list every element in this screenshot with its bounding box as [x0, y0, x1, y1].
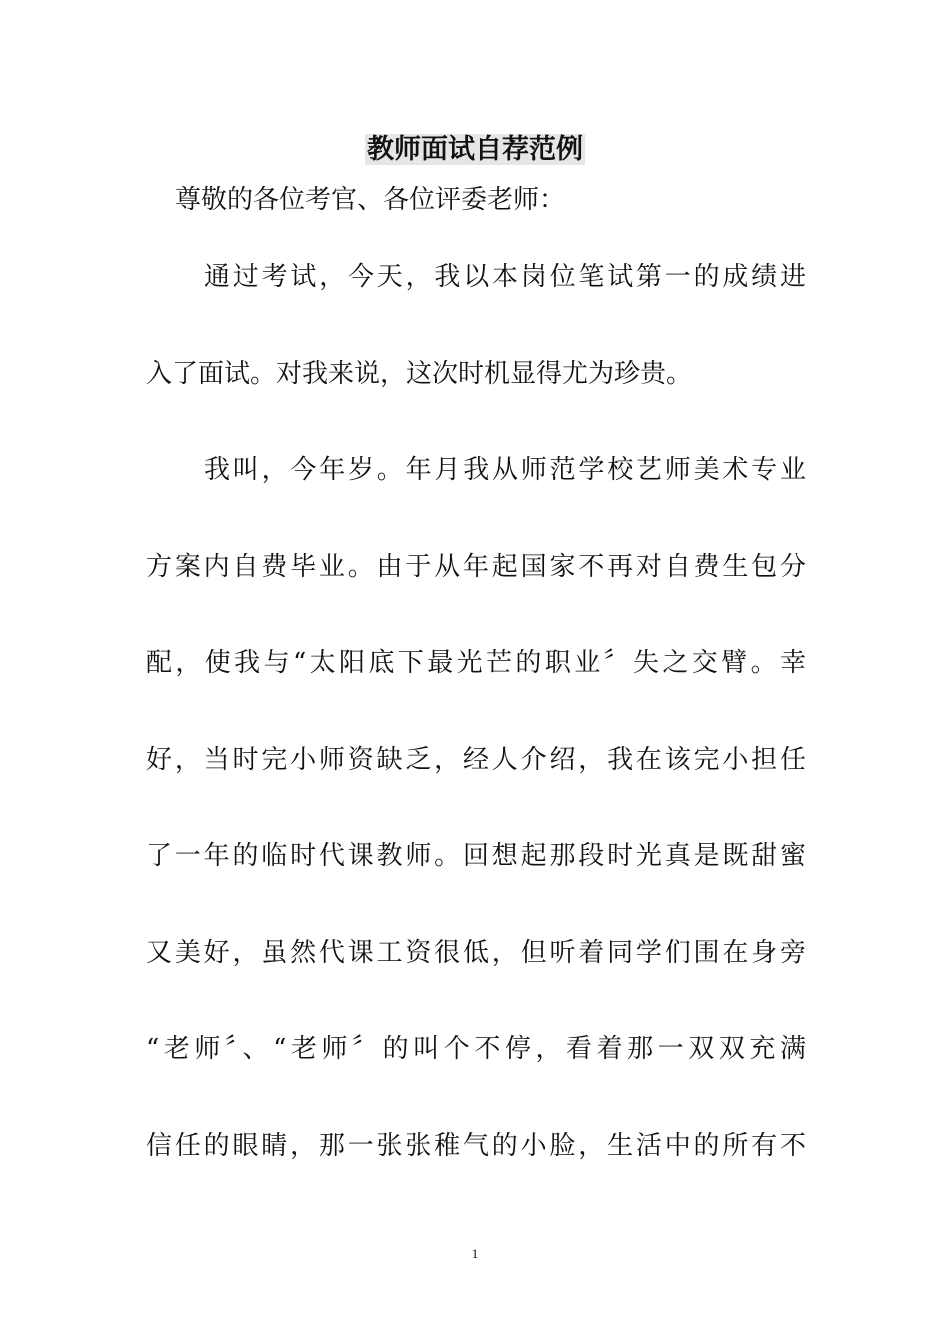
paragraph-line: 我叫，今年岁。年月我从师范学校艺师美术专业 [204, 455, 806, 485]
paragraph-line: 信任的眼睛，那一张张稚气的小脸，生活中的所有不 [146, 1131, 806, 1161]
paragraph-line: 方案内自费毕业。由于从年起国家不再对自费生包分 [146, 552, 806, 582]
paragraph-line: 了一年的临时代课教师。回想起那段时光真是既甜蜜 [146, 841, 806, 871]
page-number: 1 [471, 1246, 479, 1261]
paragraph-line: 又美好，虽然代课工资很低，但听着同学们围在身旁 [146, 938, 806, 968]
document-title [0, 130, 950, 170]
paragraph-line: 配，使我与“太阳底下最光芒的职业〞失之交臂。幸 [146, 648, 806, 678]
salutation: 尊敬的各位考官、各位评委老师： [175, 185, 566, 215]
title-text: 教师面试自荐范例 [367, 134, 583, 165]
paragraph-line: “老师〞、“老师〞的叫个不停，看着那一双双充满 [146, 1034, 806, 1064]
paragraph-line: 好，当时完小师资缺乏，经人介绍，我在该完小担任 [146, 745, 806, 775]
paragraph-line: 通过考试，今天，我以本岗位笔试第一的成绩进 [204, 262, 806, 292]
paragraph-line: 入了面试。对我来说，这次时机显得尤为珍贵。 [146, 359, 693, 389]
